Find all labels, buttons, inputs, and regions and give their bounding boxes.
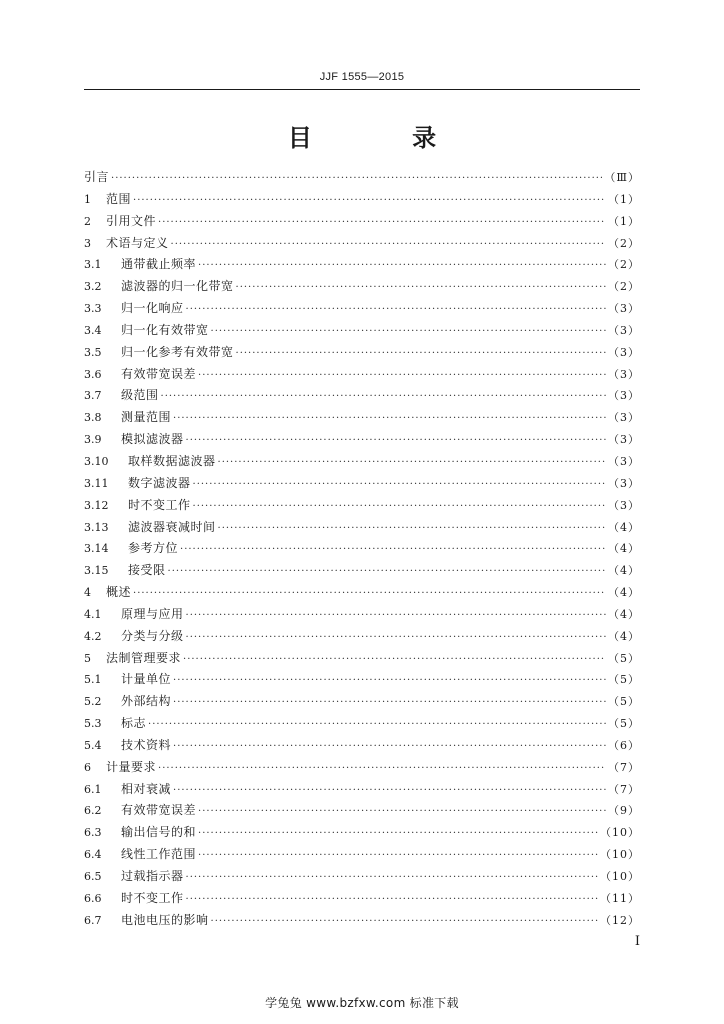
- toc-entry-title: 法制管理要求: [106, 650, 182, 665]
- toc-entry-title: 计量要求: [106, 759, 157, 774]
- toc-leader-dots: [211, 326, 606, 337]
- toc-entry[interactable]: [84, 867, 640, 889]
- toc-entry-title: 级范围: [121, 388, 159, 403]
- toc-entry-number: 3.5: [84, 345, 102, 359]
- toc-entry-number: 3.10: [84, 454, 109, 468]
- toc-entry-title: 模拟滤波器: [121, 432, 184, 447]
- toc-entry-number: 5.1: [84, 673, 102, 687]
- toc-entry-number: 3.6: [84, 367, 102, 381]
- toc-entry-number: 3.8: [84, 411, 102, 425]
- toc-entry-number: 3.14: [84, 542, 109, 556]
- toc-entry[interactable]: [84, 474, 640, 496]
- toc-entry-page: （Ⅲ）: [604, 171, 640, 184]
- toc-entry[interactable]: [84, 539, 640, 561]
- toc-entry[interactable]: [84, 299, 640, 321]
- toc-leader-dots: [198, 806, 606, 817]
- toc-entry-number: 3.1: [84, 258, 102, 272]
- toc-entry[interactable]: [84, 605, 640, 627]
- toc-entry-page: （4）: [608, 607, 640, 621]
- toc-entry[interactable]: [84, 801, 640, 823]
- toc-entry-title: 引言: [84, 170, 110, 184]
- toc-entry-page: （4）: [608, 520, 640, 534]
- toc-entry-title: 外部结构: [121, 694, 172, 709]
- toc-entry-title: 线性工作范围: [121, 847, 197, 862]
- toc-entry[interactable]: [84, 343, 640, 365]
- toc-entry[interactable]: [84, 168, 640, 190]
- toc-entry-page: （3）: [608, 411, 640, 425]
- toc-entry-title: 原理与应用: [121, 606, 184, 621]
- toc-entry-number: 6.6: [84, 891, 102, 905]
- toc-entry-page: （1）: [608, 192, 640, 206]
- toc-entry-page: （3）: [608, 323, 640, 337]
- toc-entry-title: 取样数据滤波器: [128, 453, 216, 468]
- toc-entry[interactable]: [84, 430, 640, 452]
- toc-entry[interactable]: [84, 321, 640, 343]
- toc-entry-number: 3.11: [84, 476, 109, 490]
- toc-leader-dots: [198, 260, 606, 271]
- toc-leader-dots: [211, 916, 598, 927]
- toc-entry-number: 6.4: [84, 848, 102, 862]
- toc-entry-title: 数字滤波器: [128, 475, 191, 490]
- toc-leader-dots: [173, 413, 606, 424]
- toc-entry-number: 6.3: [84, 826, 102, 840]
- toc-entry-number: 5.2: [84, 695, 102, 709]
- toc-leader-dots: [173, 675, 606, 686]
- toc-entry-page: （3）: [608, 476, 640, 490]
- toc-entry-page: （7）: [608, 782, 640, 796]
- toc-entry-number: 3.9: [84, 433, 102, 447]
- toc-entry-page: （3）: [608, 498, 640, 512]
- toc-leader-dots: [133, 195, 606, 206]
- toc-entry[interactable]: [84, 452, 640, 474]
- toc-entry-page: （12）: [600, 913, 640, 927]
- toc-entry[interactable]: [84, 823, 640, 845]
- toc-leader-dots: [218, 457, 606, 468]
- toc-entry-number: 5.4: [84, 738, 102, 752]
- toc-entry-page: （11）: [600, 891, 640, 905]
- toc-entry-title: 参考方位: [128, 541, 179, 556]
- toc-leader-dots: [186, 894, 598, 905]
- toc-leader-dots: [186, 304, 606, 315]
- toc-entry[interactable]: [84, 780, 640, 802]
- toc-entry-title: 时不变工作: [128, 497, 191, 512]
- toc-entry-number: 6: [84, 760, 91, 774]
- toc-entry-page: （3）: [608, 389, 640, 403]
- toc-entry[interactable]: [84, 496, 640, 518]
- toc-entry-title: 技术资料: [121, 737, 172, 752]
- toc-entry-title: 分类与分级: [121, 628, 184, 643]
- toc-entry-number: 3.15: [84, 564, 109, 578]
- toc-leader-dots: [173, 697, 606, 708]
- toc-entry-number: 6.2: [84, 804, 102, 818]
- toc-leader-dots: [173, 785, 606, 796]
- toc-entry-title: 范围: [106, 191, 132, 206]
- toc-leader-dots: [180, 544, 606, 555]
- toc-entry-page: （3）: [608, 302, 640, 316]
- toc-entry-number: 4: [84, 586, 91, 600]
- toc-entry-page: （10）: [600, 826, 640, 840]
- toc-leader-dots: [148, 719, 606, 730]
- toc-entry-title: 电池电压的影响: [121, 912, 209, 927]
- toc-entry-page: （7）: [608, 760, 640, 774]
- page-number: I: [634, 934, 640, 949]
- toc-entry-number: 5.3: [84, 717, 102, 731]
- toc-entry-number: 3.4: [84, 323, 102, 337]
- toc-entry-page: （3）: [608, 433, 640, 447]
- toc-leader-dots: [186, 632, 606, 643]
- toc-entry[interactable]: [84, 190, 640, 212]
- toc-leader-dots: [198, 850, 598, 861]
- table-of-contents: [84, 168, 640, 933]
- toc-entry-page: （2）: [608, 258, 640, 272]
- toc-leader-dots: [198, 828, 598, 839]
- toc-leader-dots: [218, 523, 606, 534]
- toc-entry[interactable]: [84, 583, 640, 605]
- toc-entry-page: （3）: [608, 345, 640, 359]
- page-title: 目 录: [287, 124, 483, 152]
- toc-entry-title: 标志: [121, 716, 147, 731]
- toc-entry-title: 有效带宽误差: [121, 366, 197, 381]
- toc-entry[interactable]: [84, 408, 640, 430]
- toc-entry-page: （2）: [608, 280, 640, 294]
- header-divider: [84, 89, 640, 90]
- toc-entry[interactable]: [84, 736, 640, 758]
- toc-entry-title: 术语与定义: [106, 235, 169, 250]
- toc-entry[interactable]: [84, 670, 640, 692]
- toc-entry-title: 通带截止频率: [121, 257, 197, 272]
- toc-entry-title: 归一化响应: [121, 301, 184, 316]
- toc-leader-dots: [158, 217, 606, 228]
- toc-entry-page: （5）: [608, 717, 640, 731]
- toc-entry-title: 过载指示器: [121, 869, 184, 883]
- toc-entry-title: 归一化参考有效带宽: [121, 344, 234, 359]
- toc-entry-number: 3.2: [84, 280, 102, 294]
- toc-entry-title: 滤波器衰减时间: [128, 519, 216, 534]
- toc-entry-page: （4）: [608, 564, 640, 578]
- toc-entry-page: （5）: [608, 651, 640, 665]
- toc-entry-page: （3）: [608, 454, 640, 468]
- toc-entry-title: 输出信号的和: [121, 825, 197, 840]
- toc-entry-page: （1）: [608, 214, 640, 228]
- toc-entry-page: （5）: [608, 673, 640, 687]
- toc-entry-number: 3: [84, 236, 91, 250]
- toc-entry-page: （3）: [608, 367, 640, 381]
- toc-entry[interactable]: [84, 518, 640, 540]
- toc-leader-dots: [186, 872, 598, 883]
- toc-entry-number: 3.7: [84, 389, 102, 403]
- toc-entry-number: 5: [84, 651, 91, 665]
- toc-entry-title: 相对衰减: [121, 781, 172, 796]
- toc-entry-title: 归一化有效带宽: [121, 322, 209, 337]
- toc-entry-page: （10）: [600, 848, 640, 862]
- toc-leader-dots: [173, 741, 606, 752]
- toc-entry[interactable]: [84, 758, 640, 780]
- toc-entry-title: 滤波器的归一化带宽: [121, 279, 234, 294]
- toc-leader-dots: [183, 654, 606, 665]
- toc-leader-dots: [236, 348, 606, 359]
- toc-entry[interactable]: [84, 845, 640, 867]
- toc-entry-page: （6）: [608, 738, 640, 752]
- toc-entry[interactable]: [84, 234, 640, 256]
- toc-leader-dots: [198, 370, 606, 381]
- toc-entry-number: 4.1: [84, 607, 102, 621]
- toc-entry[interactable]: [84, 627, 640, 649]
- toc-entry[interactable]: [84, 561, 640, 583]
- toc-leader-dots: [186, 435, 606, 446]
- toc-entry-number: 2: [84, 214, 91, 228]
- toc-entry-title: 计量单位: [121, 672, 172, 687]
- toc-leader-dots: [193, 501, 606, 512]
- toc-entry[interactable]: [84, 889, 640, 911]
- toc-entry-title: 有效带宽误差: [121, 803, 197, 818]
- toc-entry[interactable]: [84, 911, 640, 933]
- toc-entry-number: 4.2: [84, 629, 102, 643]
- toc-entry-page: （2）: [608, 236, 640, 250]
- standard-code-header: JJF 1555—2015: [319, 71, 405, 83]
- toc-entry-number: 6.7: [84, 913, 102, 927]
- toc-entry-title: 时不变工作: [121, 890, 184, 905]
- toc-entry-number: 3.13: [84, 520, 109, 534]
- toc-entry-page: （4）: [608, 542, 640, 556]
- toc-entry-page: （4）: [608, 586, 640, 600]
- toc-entry-number: 3.3: [84, 302, 102, 316]
- toc-entry[interactable]: [84, 255, 640, 277]
- toc-leader-dots: [171, 239, 606, 250]
- toc-entry-number: 6.1: [84, 782, 102, 796]
- toc-leader-dots: [111, 173, 602, 184]
- toc-entry[interactable]: [84, 714, 640, 736]
- toc-leader-dots: [161, 391, 606, 402]
- toc-entry-number: 1: [84, 192, 91, 206]
- footer-watermark: 学兔兔 www.bzfxw.com 标准下载: [265, 996, 459, 1010]
- toc-entry[interactable]: [84, 692, 640, 714]
- toc-entry[interactable]: [84, 277, 640, 299]
- toc-entry-title: 概述: [106, 585, 132, 600]
- toc-leader-dots: [133, 588, 606, 599]
- toc-entry[interactable]: [84, 386, 640, 408]
- toc-entry-title: 接受限: [128, 563, 166, 578]
- toc-entry[interactable]: [84, 649, 640, 671]
- toc-leader-dots: [158, 763, 606, 774]
- toc-leader-dots: [186, 610, 606, 621]
- toc-entry-number: 6.5: [84, 870, 102, 883]
- toc-leader-dots: [236, 282, 606, 293]
- toc-entry-title: 引用文件: [106, 213, 157, 228]
- toc-entry[interactable]: [84, 212, 640, 234]
- toc-entry-page: （4）: [608, 629, 640, 643]
- toc-entry[interactable]: [84, 365, 640, 387]
- toc-leader-dots: [168, 566, 606, 577]
- toc-entry-title: 测量范围: [121, 410, 172, 425]
- toc-entry-page: （10）: [600, 870, 640, 883]
- toc-entry-page: （5）: [608, 695, 640, 709]
- toc-leader-dots: [193, 479, 606, 490]
- toc-entry-number: 3.12: [84, 498, 109, 512]
- toc-entry-page: （9）: [608, 804, 640, 818]
